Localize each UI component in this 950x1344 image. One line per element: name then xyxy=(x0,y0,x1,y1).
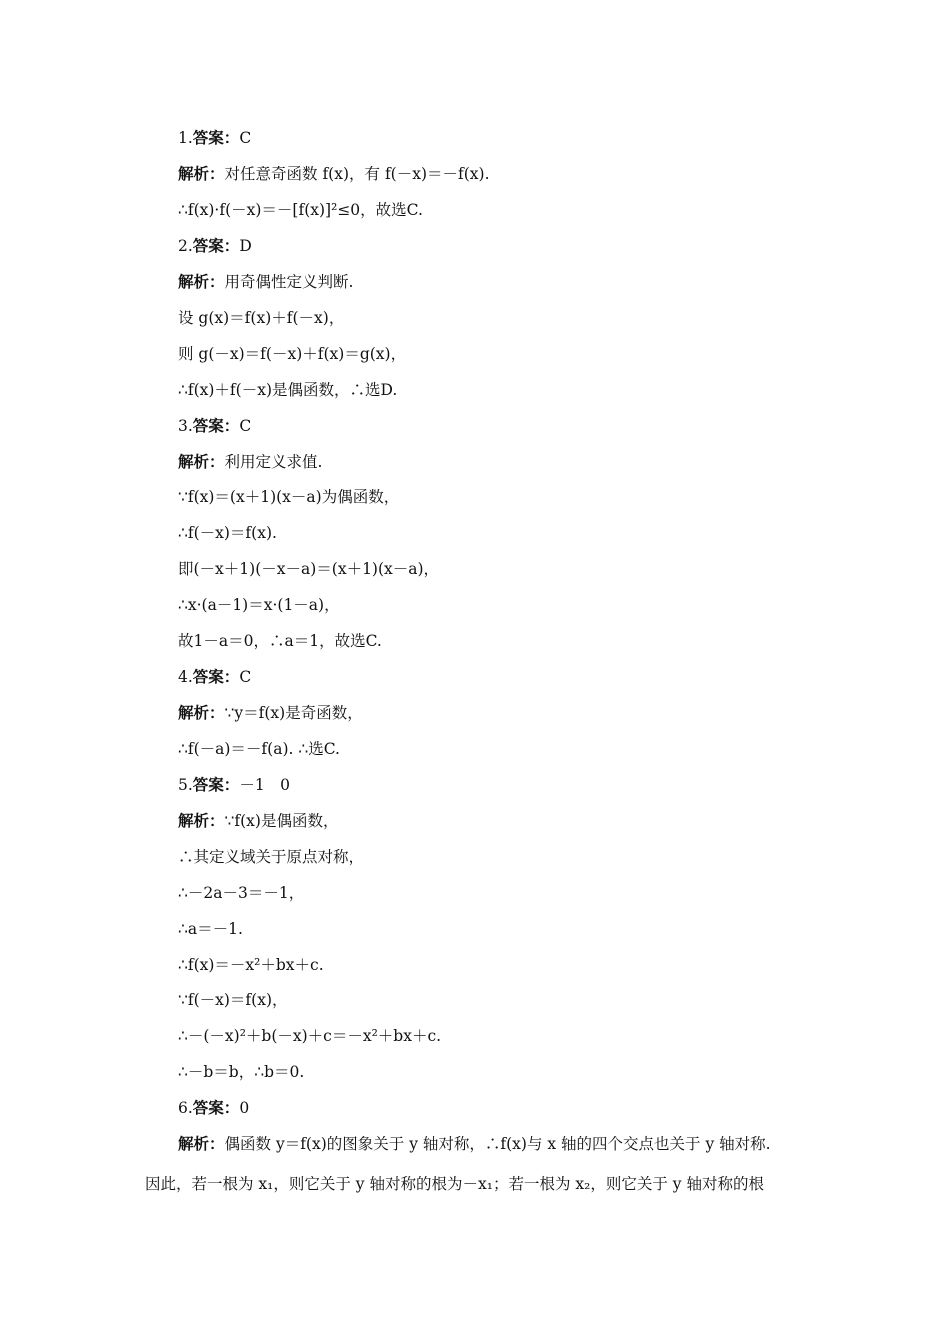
q4-answer: 4.答案：C xyxy=(178,667,252,686)
q5-answer: 5.答案：－1 0 xyxy=(178,775,291,794)
q3-line-6: 故1－a＝0，∴a＝1，故选C. xyxy=(178,632,382,650)
q3-answer: 3.答案：C xyxy=(178,416,252,435)
q5-line-5: ∴f(x)＝－x²＋bx＋c. xyxy=(178,956,324,974)
q2-line-2: 设 g(x)＝f(x)＋f(－x)， xyxy=(178,309,345,327)
q5-line-8: ∴－b＝b，∴b＝0. xyxy=(178,1063,305,1081)
q5-line-6: ∵f(－x)＝f(x)， xyxy=(178,991,288,1009)
q1-line-1: 解析：对任意奇函数 f(x)，有 f(－x)＝－f(x). xyxy=(178,164,490,183)
q5-line-3: ∴－2a－3＝－1， xyxy=(178,884,305,902)
q6-line-1: 解析：偶函数 y＝f(x)的图象关于 y 轴对称，∴f(x)与 x 轴的四个交点也关于 y 轴对称. xyxy=(178,1134,771,1153)
q6-line-2: 因此，若一根为 x₁，则它关于 y 轴对称的根为－x₁；若一根为 x₂，则它关于 y 轴对称的根 xyxy=(145,1175,764,1193)
q3-line-3: ∴f(－x)＝f(x). xyxy=(178,524,277,542)
q4-line-2: ∴f(－a)＝－f(a). ∴选C. xyxy=(178,740,340,758)
q1-line-2: ∴f(x)·f(－x)＝－[f(x)]²≤0，故选C. xyxy=(178,201,423,219)
q3-line-2: ∵f(x)＝(x＋1)(x－a)为偶函数， xyxy=(178,488,400,506)
q5-line-2: ∴其定义域关于原点对称， xyxy=(178,848,365,866)
q3-line-4: 即(－x＋1)(－x－a)＝(x＋1)(x－a)， xyxy=(178,560,440,578)
q1-answer xyxy=(178,128,251,148)
q3-line-5: ∴x·(a－1)＝x·(1－a)， xyxy=(178,596,340,614)
q5-line-1: 解析：∵f(x)是偶函数， xyxy=(178,811,339,830)
q3-line-1: 解析：利用定义求值. xyxy=(178,452,323,471)
q2-line-3: 则 g(－x)＝f(－x)＋f(x)＝g(x)， xyxy=(178,345,407,363)
q5-line-4: ∴a＝－1. xyxy=(178,920,243,938)
q5-line-7: ∴－(－x)²＋b(－x)＋c＝－x²＋bx＋c. xyxy=(178,1027,442,1045)
q2-line-4: ∴f(x)＋f(－x)是偶函数，∴选D. xyxy=(178,381,398,399)
q2-answer: 2.答案：D xyxy=(178,236,252,255)
q1-answer-text: 1.答案：C xyxy=(178,128,252,147)
q4-line-1: 解析：∵y＝f(x)是奇函数， xyxy=(178,703,363,722)
q6-answer: 6.答案：0 xyxy=(178,1098,250,1117)
q2-line-1: 解析：用奇偶性定义判断. xyxy=(178,272,354,291)
